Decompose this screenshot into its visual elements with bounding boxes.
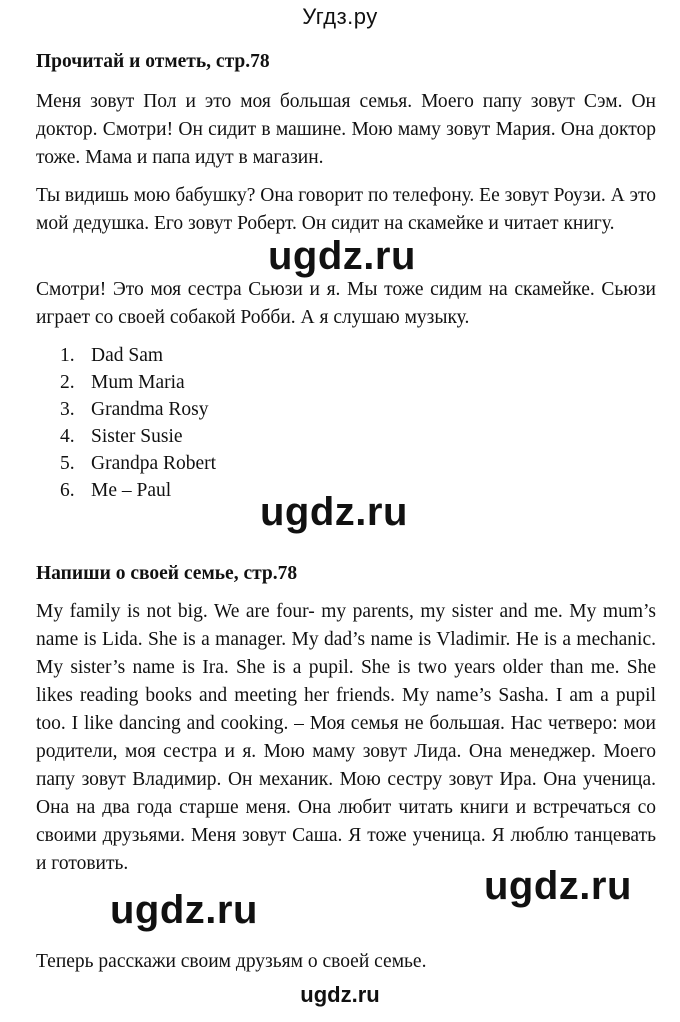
watermark: ugdz.ru xyxy=(484,864,632,908)
list-number: 2. xyxy=(60,372,75,393)
list-text: Mum Maria xyxy=(91,372,185,393)
list-item xyxy=(60,423,216,450)
footer-site: ugdz.ru xyxy=(300,982,380,1007)
list-item xyxy=(60,369,216,396)
paragraph-family-intro: Меня зовут Пол и это моя большая семья. Моего папу зовут Сэм. Он доктор. Смотри! Он сидит в машине. Мою маму зовут Мария. Она доктор тоже. Мама и папа идут в магазин. xyxy=(36,91,656,168)
paragraph-grandparents: Ты видишь мою бабушку? Она говорит по телефону. Ее зовут Роузи. А это мой дедушка. Его зовут Роберт. Он сидит на скамейке и читает книгу. xyxy=(36,185,656,234)
list-text: Sister Susie xyxy=(91,426,183,447)
watermark: ugdz.ru xyxy=(260,490,408,534)
list-number: 1. xyxy=(60,345,75,366)
list-item xyxy=(60,342,216,369)
list-item xyxy=(60,477,216,504)
list-number: 5. xyxy=(60,453,75,474)
paragraph-sister: Смотри! Это моя сестра Сьюзи и я. Мы тоже сидим на скамейке. Сьюзи играет со своей собакой Робби. А я слушаю музыку. xyxy=(36,279,656,328)
list-number: 4. xyxy=(60,426,75,447)
section-title-read: Прочитай и отметь, стр.78 xyxy=(36,51,270,72)
list-number: 3. xyxy=(60,399,75,420)
list-item xyxy=(60,396,216,423)
paragraph-my-family: My family is not big. We are four- my parents, my sister and me. My mum’s name is Lida. She is a manager. My dad’s name is Vladimir. He is a mechanic. My sister’s name is Ira. She is a pupil. She is two years older than me. She likes reading books and meeting her friends. My name’s Sasha. I am a pupil too. I like dancing and cooking. – Моя семья не большая. Нас четверо: мои родители, моя сестра и я. Мою маму зовут Лида. Она менеджер. Моего папу зовут Владимир. Он механик. Мою сестру зовут Ира. Она ученица. Она на два года старше меня. Она любит читать книги и встречаться со своими друзьями. Меня зовут Саша. Я тоже ученица. Я люблю танцевать и готовить. xyxy=(36,601,656,874)
list-text: Dad Sam xyxy=(91,345,164,366)
site-header: Угдз.ру xyxy=(302,4,378,29)
list-text: Grandpa Robert xyxy=(91,453,217,474)
closing-instruction: Теперь расскажи своим друзьям о своей семье. xyxy=(36,951,427,972)
list-text: Grandma Rosy xyxy=(91,399,209,420)
watermark: ugdz.ru xyxy=(110,888,258,932)
answers-list xyxy=(60,342,216,504)
list-text: Me – Paul xyxy=(91,480,172,501)
list-item xyxy=(60,450,216,477)
watermark: ugdz.ru xyxy=(268,234,416,278)
list-number: 6. xyxy=(60,480,75,501)
section-title-write: Напиши о своей семье, стр.78 xyxy=(36,563,298,584)
